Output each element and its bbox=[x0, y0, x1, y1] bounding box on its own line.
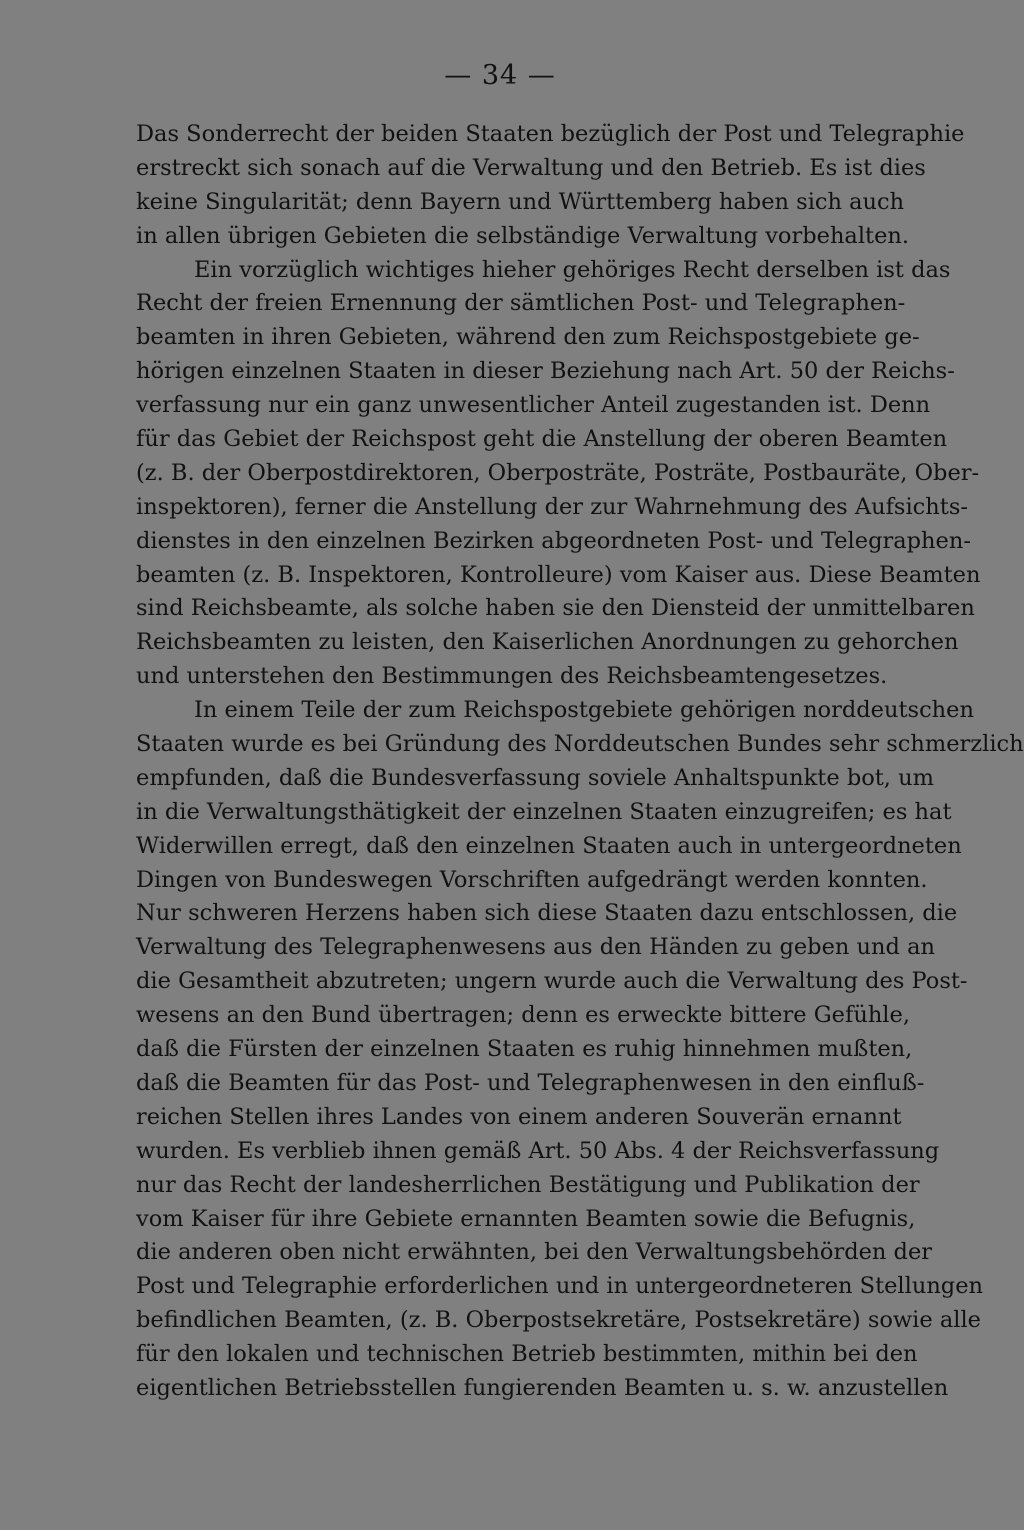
text-line: Nur schweren Herzens haben sich diese Staaten dazu entschlossen, die bbox=[136, 900, 958, 927]
text-line: erstreckt sich sonach auf die Verwaltung und den Betrieb. Es ist dies bbox=[136, 154, 926, 181]
paragraph-3 bbox=[136, 694, 1024, 1406]
text-line: eigentlichen Betriebsstellen fungierenden Beamten u. s. w. anzustellen bbox=[136, 1374, 949, 1401]
text-line: hörigen einzelnen Staaten in dieser Beziehung nach Art. 50 der Reichs- bbox=[136, 358, 955, 385]
paragraph-2 bbox=[136, 254, 981, 695]
body-text bbox=[136, 118, 1024, 1406]
text-line: (z. B. der Oberpostdirektoren, Oberposträte, Posträte, Postbauräte, Ober- bbox=[136, 459, 980, 486]
text-line: Ein vorzüglich wichtiges hieher gehöriges Recht derselben ist das bbox=[194, 256, 951, 283]
text-line: Post und Telegraphie erforderlichen und in untergeordneteren Stellungen bbox=[136, 1273, 984, 1300]
text-line: wesens an den Bund übertragen; denn es erweckte bittere Gefühle, bbox=[136, 1002, 910, 1029]
text-line: befindlichen Beamten, (z. B. Oberpostsekretäre, Postsekretäre) sowie alle bbox=[136, 1307, 981, 1334]
paragraph-1 bbox=[136, 118, 965, 254]
text-line: beamten in ihren Gebieten, während den zum Reichspostgebiete ge- bbox=[136, 324, 920, 351]
text-line: Recht der freien Ernennung der sämtlichen Post- und Telegraphen- bbox=[136, 290, 906, 317]
text-line: verfassung nur ein ganz unwesentlicher Anteil zugestanden ist. Denn bbox=[136, 392, 931, 419]
text-line: daß die Beamten für das Post- und Telegraphenwesen in den einfluß- bbox=[136, 1069, 925, 1096]
text-line: Reichsbeamten zu leisten, den Kaiserlichen Anordnungen zu gehorchen bbox=[136, 629, 959, 656]
text-line: keine Singularität; denn Bayern und Württemberg haben sich auch bbox=[136, 188, 905, 215]
text-line: In einem Teile der zum Reichspostgebiete gehörigen norddeutschen bbox=[194, 697, 974, 724]
page-number: — 34 — bbox=[444, 60, 556, 91]
text-line: nur das Recht der landesherrlichen Bestätigung und Publikation der bbox=[136, 1171, 920, 1198]
text-line: in die Verwaltungsthätigkeit der einzelnen Staaten einzugreifen; es hat bbox=[136, 798, 952, 825]
text-line: die anderen oben nicht erwähnten, bei den Verwaltungsbehörden der bbox=[136, 1239, 933, 1266]
text-line: vom Kaiser für ihre Gebiete ernannten Beamten sowie die Befugnis, bbox=[136, 1205, 916, 1232]
text-line: Staaten wurde es bei Gründung des Norddeutschen Bundes sehr schmerzlich bbox=[136, 731, 1024, 758]
text-line: Verwaltung des Telegraphenwesens aus den Händen zu geben und an bbox=[136, 934, 935, 961]
text-line: Widerwillen erregt, daß den einzelnen Staaten auch in untergeordneten bbox=[136, 832, 962, 859]
text-line: für das Gebiet der Reichspost geht die Anstellung der oberen Beamten bbox=[136, 426, 948, 453]
text-line: und unterstehen den Bestimmungen des Reichsbeamtengesetzes. bbox=[136, 663, 888, 690]
text-line: die Gesamtheit abzutreten; ungern wurde auch die Verwaltung des Post- bbox=[136, 968, 968, 995]
text-line: daß die Fürsten der einzelnen Staaten es ruhig hinnehmen mußten, bbox=[136, 1036, 913, 1063]
text-line: Dingen von Bundeswegen Vorschriften aufgedrängt werden konnten. bbox=[136, 866, 928, 893]
text-line: inspektoren), ferner die Anstellung der zur Wahrnehmung des Aufsichts- bbox=[136, 493, 968, 520]
text-line: wurden. Es verblieb ihnen gemäß Art. 50 Abs. 4 der Reichsverfassung bbox=[136, 1137, 940, 1164]
text-line: in allen übrigen Gebieten die selbständige Verwaltung vorbehalten. bbox=[136, 222, 910, 249]
text-line: dienstes in den einzelnen Bezirken abgeordneten Post- und Telegraphen- bbox=[136, 527, 971, 554]
text-line: Das Sonderrecht der beiden Staaten bezüglich der Post und Telegraphie bbox=[136, 121, 965, 147]
text-line: sind Reichsbeamte, als solche haben sie den Diensteid der unmittelbaren bbox=[136, 595, 975, 622]
text-line: empfunden, daß die Bundesverfassung soviele Anhaltspunkte bot, um bbox=[136, 764, 934, 791]
text-line: beamten (z. B. Inspektoren, Kontrolleure) vom Kaiser aus. Diese Beamten bbox=[136, 561, 981, 588]
text-line: reichen Stellen ihres Landes von einem anderen Souverän ernannt bbox=[136, 1103, 902, 1130]
text-line: für den lokalen und technischen Betrieb bestimmten, mithin bei den bbox=[136, 1341, 918, 1368]
